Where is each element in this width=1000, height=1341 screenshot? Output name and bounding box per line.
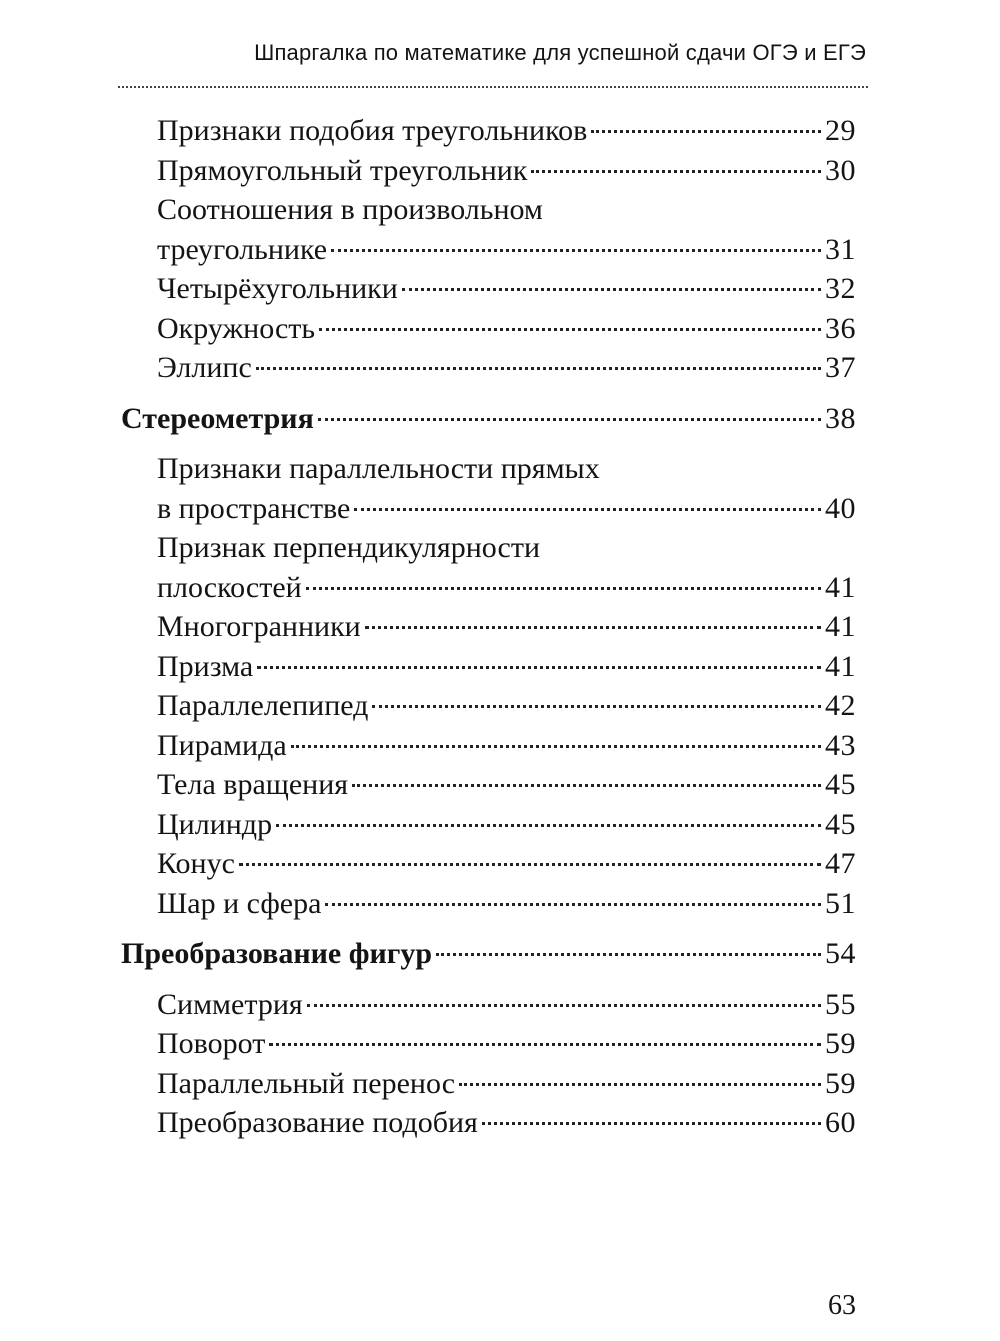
toc-line <box>157 349 856 387</box>
toc-item-title: Шар и сфера <box>157 886 322 920</box>
toc-line <box>157 806 856 844</box>
toc-page-number: 30 <box>825 153 856 187</box>
toc-line <box>157 490 856 528</box>
dot-leader <box>318 418 821 421</box>
dot-leader <box>319 328 821 331</box>
toc-line <box>157 845 856 883</box>
dot-leader <box>459 1083 821 1086</box>
toc-page-number: 37 <box>825 351 856 384</box>
toc-item-title-line: Признаки параллельности прямых <box>157 452 600 485</box>
toc-page-number: 41 <box>825 570 856 604</box>
toc-line <box>157 112 856 150</box>
dot-leader <box>352 784 821 787</box>
toc-page-number: 41 <box>825 649 856 683</box>
dot-leader <box>402 288 821 291</box>
toc-page-number: 45 <box>825 807 856 841</box>
toc-item-title: Стереометрия <box>121 401 314 435</box>
toc-item-title: Эллипс <box>157 351 252 384</box>
toc-item-title: Конус <box>157 847 235 880</box>
toc-line <box>157 727 856 765</box>
toc-item-title: Поворот <box>157 1027 266 1060</box>
toc-page-number: 32 <box>825 272 856 305</box>
toc-page-number: 54 <box>825 937 856 970</box>
dot-leader <box>291 745 821 748</box>
toc-line <box>157 569 856 607</box>
toc-page-number: 36 <box>825 311 856 345</box>
header-rule <box>118 86 868 88</box>
dot-leader <box>482 1122 821 1125</box>
toc-line <box>157 608 856 646</box>
toc-line <box>157 1025 856 1063</box>
toc-line <box>157 885 856 923</box>
toc-item-title: Преобразование подобия <box>157 1106 478 1139</box>
dot-leader <box>365 626 821 629</box>
toc-page-number: 55 <box>825 987 856 1021</box>
toc-item-title: Четырёхугольники <box>157 272 398 305</box>
dot-leader <box>306 587 821 590</box>
toc-line <box>157 687 856 725</box>
dot-leader <box>354 508 821 511</box>
toc-line <box>121 400 856 438</box>
dot-leader <box>436 953 821 956</box>
toc-page-number: 45 <box>825 768 856 801</box>
dot-leader <box>276 824 821 827</box>
toc-page-number: 31 <box>825 232 856 266</box>
toc-item-title: Пирамида <box>157 728 287 762</box>
toc-item-title: Прямоугольный треугольник <box>157 153 528 187</box>
toc-page-number: 51 <box>825 886 856 920</box>
dot-leader <box>257 666 821 669</box>
toc-item-title-line: Соотношения в произвольном <box>157 193 543 226</box>
toc-page-number: 42 <box>825 689 856 722</box>
toc-item-title: Тела вращения <box>157 768 349 801</box>
toc-item-title: Параллельный перенос <box>157 1066 456 1100</box>
toc-page-number: 59 <box>825 1027 856 1060</box>
toc-item-title: Цилиндр <box>157 807 273 841</box>
dot-leader <box>307 1004 821 1007</box>
running-header: Шпаргалка по математике для успешной сдачи ОГЭ и ЕГЭ <box>254 40 866 65</box>
dot-leader <box>372 705 821 708</box>
toc-page-number: 59 <box>825 1066 856 1100</box>
dot-leader <box>239 863 821 866</box>
toc-item-title: Параллелепипед <box>157 689 369 722</box>
toc-line <box>157 231 856 269</box>
toc-line <box>157 152 856 190</box>
toc-line <box>157 1065 856 1103</box>
toc-page-number: 40 <box>825 491 856 525</box>
toc-page-number: 47 <box>825 847 856 880</box>
toc-page-number: 29 <box>825 114 856 147</box>
dot-leader <box>325 903 821 906</box>
toc-item-title: Преобразование фигур <box>121 937 433 970</box>
dot-leader <box>256 367 821 370</box>
toc-line <box>121 935 856 973</box>
toc-item-title-line: Признак перпендикулярности <box>157 531 541 564</box>
dot-leader <box>331 249 821 252</box>
toc-page-number: 38 <box>825 401 856 435</box>
toc-line <box>157 1104 856 1142</box>
toc-item-title: Признаки подобия треугольников <box>157 114 588 147</box>
toc-line <box>157 766 856 804</box>
toc-item-title: треугольнике <box>157 232 328 266</box>
toc-line <box>157 986 856 1024</box>
dot-leader <box>269 1043 821 1046</box>
toc-item-title: Многогранники <box>157 610 361 643</box>
toc-item-title: в пространстве <box>157 491 351 525</box>
toc-page-number: 41 <box>825 610 856 643</box>
toc-item-title: плоскостей <box>157 570 302 604</box>
toc-line <box>157 310 856 348</box>
page-number: 63 <box>828 1290 856 1321</box>
toc-item-title: Призма <box>157 649 254 683</box>
toc-page-number: 43 <box>825 728 856 762</box>
dot-leader <box>531 170 821 173</box>
toc-page-number: 60 <box>825 1106 856 1139</box>
toc-line <box>157 648 856 686</box>
dot-leader <box>591 130 821 133</box>
toc-line <box>157 270 856 308</box>
toc-item-title: Симметрия <box>157 987 303 1021</box>
toc-item-title: Окружность <box>157 311 316 345</box>
